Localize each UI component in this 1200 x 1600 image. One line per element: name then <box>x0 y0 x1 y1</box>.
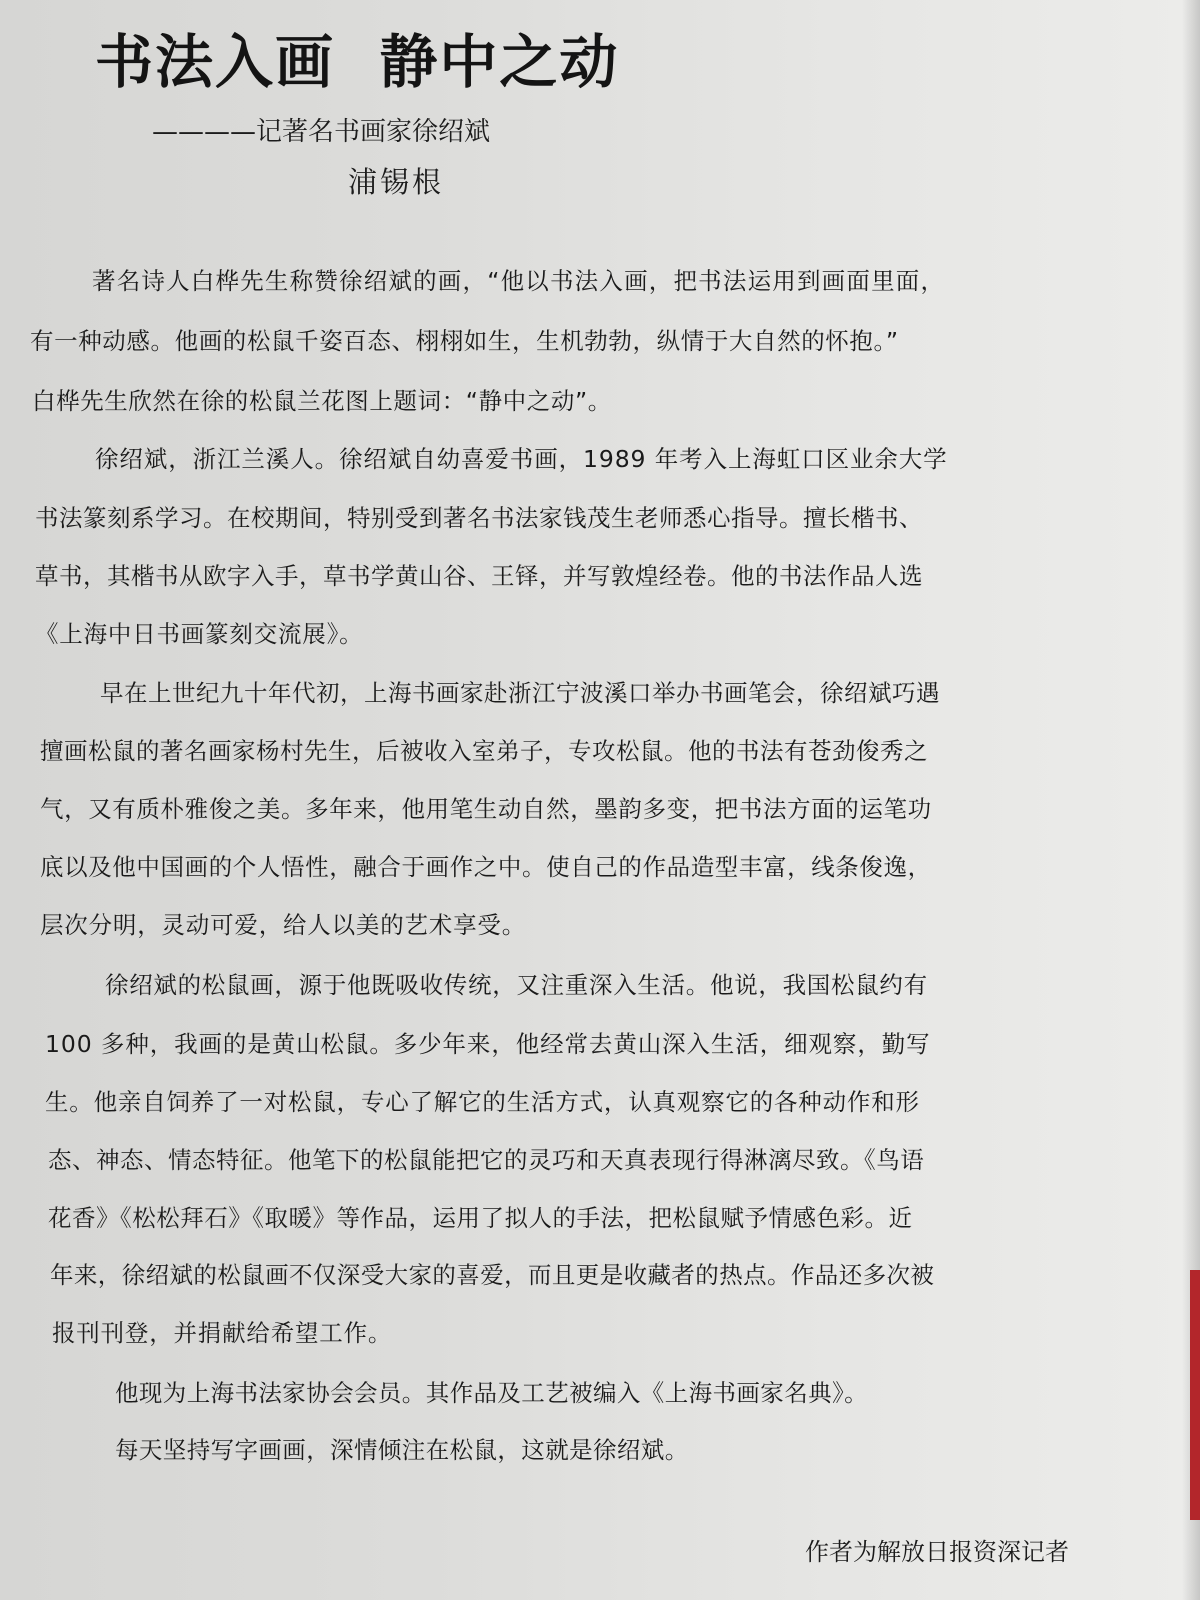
body-line: 徐绍斌，浙江兰溪人。徐绍斌自幼喜爱书画，1989 年考入上海虹口区业余大学 <box>95 445 948 473</box>
body-line: 态、神态、情态特征。他笔下的松鼠能把它的灵巧和天真表现行得淋漓尽致。《鸟语 <box>48 1146 925 1174</box>
body-line: 层次分明，灵动可爱，给人以美的艺术享受。 <box>40 911 526 939</box>
body-line: 书法篆刻系学习。在校期间，特别受到著名书法家钱茂生老师悉心指导。擅长楷书、 <box>35 504 923 532</box>
body-line: 每天坚持写字画画，深情倾注在松鼠，这就是徐绍斌。 <box>115 1436 689 1464</box>
red-book-edge <box>1190 1270 1200 1520</box>
body-line: 花香》《松松拜石》《取暖》等作品，运用了拟人的手法，把松鼠赋予情感色彩。近 <box>48 1204 913 1232</box>
body-line: 他现为上海书法家协会会员。其作品及工艺被编入《上海书画家名典》。 <box>115 1379 869 1407</box>
body-line: 《上海中日书画篆刻交流展》。 <box>35 620 364 648</box>
body-line: 底以及他中国画的个人悟性，融合于画作之中。使自己的作品造型丰富，线条俊逸， <box>40 853 932 881</box>
author-byline: 作者为解放日报资深记者 <box>805 1538 1069 1566</box>
article-subtitle: ————记著名书画家徐绍斌 <box>152 117 491 147</box>
body-line: 100 多种，我画的是黄山松鼠。多少年来，他经常去黄山深入生活，细观察，勤写 <box>45 1030 931 1058</box>
body-line: 白桦先生欣然在徐的松鼠兰花图上题词：“静中之动”。 <box>32 387 612 415</box>
body-line: 擅画松鼠的著名画家杨村先生，后被收入室弟子，专攻松鼠。他的书法有苍劲俊秀之 <box>40 737 928 765</box>
article-title: 书法入画 静中之动 <box>95 28 620 96</box>
body-line: 年来，徐绍斌的松鼠画不仅深受大家的喜爱，而且更是收藏者的热点。作品还多次被 <box>50 1261 935 1289</box>
body-line: 徐绍斌的松鼠画，源于他既吸收传统，又注重深入生活。他说，我国松鼠约有 <box>105 971 928 999</box>
body-line: 气，又有质朴雅俊之美。多年来，他用笔生动自然，墨韵多变，把书法方面的运笔功 <box>40 795 932 823</box>
body-line: 著名诗人白桦先生称赞徐绍斌的画，“他以书法入画，把书法运用到画面里面， <box>92 267 946 295</box>
body-line: 早在上世纪九十年代初，上海书画家赴浙江宁波溪口举办书画笔会，徐绍斌巧遇 <box>100 679 940 707</box>
article-author: 浦锡根 <box>348 165 445 199</box>
body-line: 有一种动感。他画的松鼠千姿百态、栩栩如生，生机勃勃，纵情于大自然的怀抱。” <box>30 327 899 355</box>
body-line: 草书，其楷书从欧字入手，草书学黄山谷、王铎，并写敦煌经卷。他的书法作品人选 <box>35 562 923 590</box>
body-line: 报刊刊登，并捐献给希望工作。 <box>52 1319 393 1347</box>
body-line: 生。他亲自饲养了一对松鼠，专心了解它的生活方式，认真观察它的各种动作和形 <box>45 1088 920 1116</box>
